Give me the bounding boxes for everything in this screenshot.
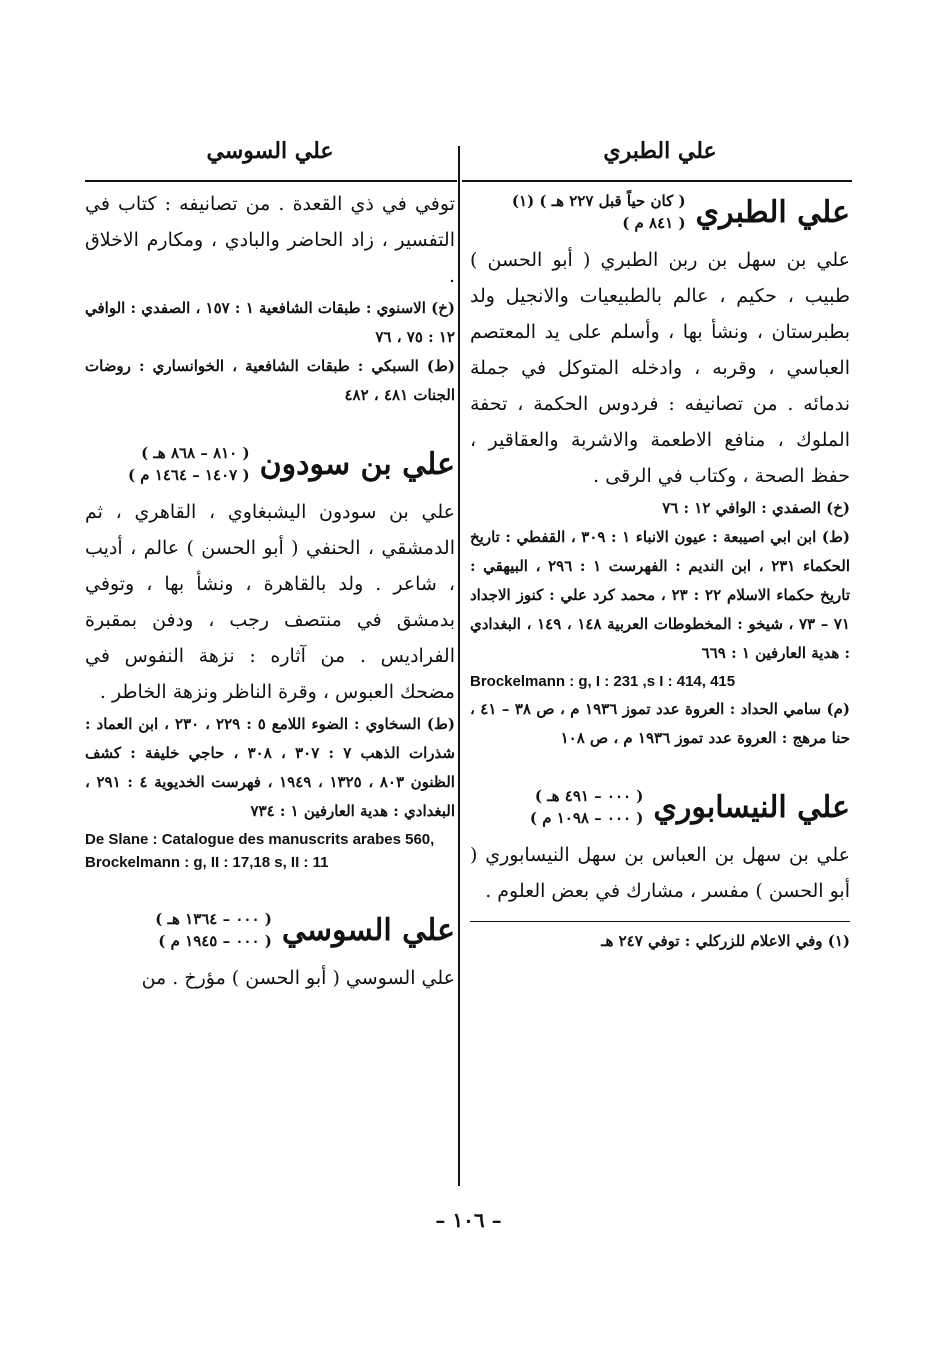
entry-body-naysaburi: علي بن سهل بن العباس بن سهل النيسابوري ( أبو الحسن ) مفسر ، مشارك في بعض العلوم .: [470, 844, 850, 902]
latin-reference: Brockelmann : g, I : 231 ,s I : 414, 415: [470, 673, 736, 690]
running-header-left: علي السوسي: [206, 138, 334, 164]
header-rule-right: [462, 180, 852, 182]
reference-t: (ط) السخاوي : الضوء اللامع ٥ : ٢٢٩ ، ٢٣٠ ، ابن العماد : شذرات الذهب ٧ : ٣٠٧ ، ٣٠٨ ، حاجي خليفة : كشف الظنون ٨٠٣ ، ١٣٢٥ ، ١٩٤٩ ، فهرست الخديوية ٤ : ٢٩١ ، البغدادي : هدية العارفين ١ : ٧٣٤: [85, 715, 455, 820]
entry-body-tabari: علي بن سهل بن ربن الطبري ( أبو الحسن ) طبيب ، حكيم ، عالم بالطبيعيات والانجيل ولد بطبرستان ، ونشأ بها ، وأسلم على يد المعتصم العباسي ، وقربه ، وادخله المتوكل في جملة ندمائه . من تصانيفه : فردوس الحكمة ، تحفة الملوك ، منافع الاطعمة والاشربة والعقاقير ، حفظ الصحة ، وكتاب في الرقى .: [470, 249, 850, 487]
running-header-right: علي الطبري: [603, 138, 717, 164]
dates-hijri: ( ٠٠٠ – ٤٩١ هـ ): [534, 787, 644, 805]
dates-hijri: ( ٠٠٠ – ١٣٦٤ هـ ): [155, 910, 272, 928]
reference-m: (م) سامي الحداد : العروة عدد تموز ١٩٣٦ م ، ص ٣٨ – ٤١ ، حنا مرهج : العروة عدد تموز ١٩٣٦ م ، ص ١٠٨: [470, 700, 850, 747]
entry-dates-naysaburi: [530, 785, 644, 829]
reference-kh: (خ) الصفدي : الوافي ١٢ : ٧٦: [662, 499, 850, 517]
entry-heading-sudun: [85, 442, 455, 486]
continuation-text: توفي في ذي القعدة . من تصانيفه : كتاب في التفسير ، زاد الحاضر والبادي ، ومكارم الاخلاق .: [85, 193, 455, 287]
dates-hijri: ( كان حياً قبل ٢٢٧ هـ ) (١): [511, 192, 686, 210]
entry-body-sudun: علي بن سودون اليشبغاوي ، القاهري ، ثم الدمشقي ، الحنفي ( أبو الحسن ) عالم ، أديب ، شاعر . ولد بالقاهرة ، ونشأ بها ، وتوفي بدمشق في منتصف رجب ، ودفن بمقبرة الفراديس . من آثاره : نزهة النفوس في مضحك العبوس ، وقرة الناظر ونزهة الخاطر .: [85, 501, 455, 703]
dates-gregorian: ( ٨٤١ م ): [622, 214, 686, 232]
dates-hijri: ( ٨١٠ – ٨٦٨ هـ ): [141, 444, 250, 462]
entry-dates-sudun: [128, 442, 250, 486]
entry-name-tabari: علي الطبري: [695, 194, 850, 230]
column-divider: [458, 146, 460, 1186]
reference-t: (ط) ابن ابي اصيبعة : عيون الانباء ١ : ٣٠٩ ، القفطي : تاريخ الحكماء ٢٣١ ، ابن النديم : الفهرست ١ : ٢٩٦ ، البيهقي : تاريخ حكماء الاسلام ٢٢ : ٢٣ ، محمد كرد علي : كنوز الاجداد ٧١ – ٧٣ ، شيخو : المخطوطات العربية ١٤٨ ، ١٤٩ ، البغدادي : هدية العارفين ١ : ٦٦٩: [470, 528, 850, 662]
left-column: [85, 186, 455, 996]
entry-name-susi: علي السوسي: [281, 912, 455, 948]
entry-name-naysaburi: علي النيسابوري: [653, 789, 850, 825]
entry-dates-tabari: [512, 190, 686, 234]
reference-t: (ط) السبكي : طبقات الشافعية ، الخوانساري : روضات الجنات ٤٨١ ، ٤٨٢: [85, 357, 455, 404]
footnote: (١) وفي الاعلام للزركلي : توفي ٢٤٧ هـ: [601, 932, 850, 950]
entry-heading-susi: [85, 908, 455, 952]
spacer: [470, 753, 850, 781]
reference-kh: (خ) الاسنوي : طبقات الشافعية ١ : ١٥٧ ، الصفدي : الوافي ١٢ : ٧٥ ، ٧٦: [84, 299, 455, 346]
spacer: [85, 876, 455, 904]
latin-reference: De Slane : Catalogue des manuscrits arabes 560, Brockelmann : g, II : 17,18 s, II : 11: [85, 831, 435, 871]
page-number: – ١٠٦ –: [435, 1208, 502, 1232]
dates-gregorian: ( ١٤٠٧ – ١٤٦٤ م ): [127, 466, 250, 484]
footnote-rule: [470, 921, 850, 922]
dates-gregorian: ( ٠٠٠ – ١٠٩٨ م ): [529, 809, 644, 827]
entry-body-susi: علي السوسي ( أبو الحسن ) مؤرخ . من: [141, 967, 455, 989]
entry-heading-tabari: [470, 190, 850, 234]
entry-dates-susi: [155, 908, 272, 952]
entry-name-sudun: علي بن سودون: [259, 446, 455, 482]
spacer: [85, 410, 455, 438]
header-rule-left: [85, 180, 457, 182]
right-column: [470, 186, 850, 954]
dates-gregorian: ( ٠٠٠ – ١٩٤٥ م ): [158, 932, 272, 950]
entry-heading-naysaburi: [470, 785, 850, 829]
